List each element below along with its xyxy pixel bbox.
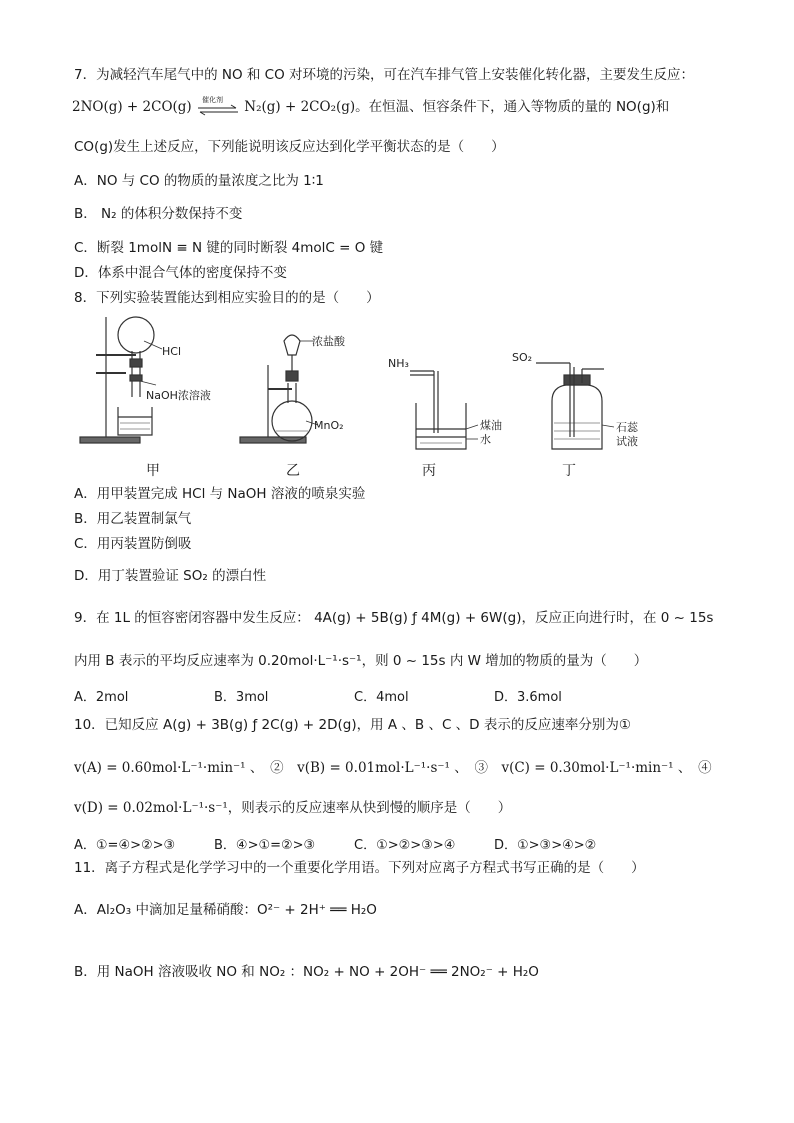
label-naoh: NaOH浓溶液 [146,389,211,402]
q7-eq-left: 2NO(g) + 2CO(g) [72,99,192,115]
q9-stem-line2: 内用 B 表示的平均反应速率为 0.20mol·L⁻¹·s⁻¹，则 0 ~ 15s 内 W 增加的物质的量为（ ） [74,653,648,669]
q11-option-a: A．Al₂O₃ 中滴加足量稀硝酸：O²⁻ + 2H⁺ ══ H₂O [74,902,377,918]
q9-stem-line1: 9．在 1L 的恒容密闭容器中发生反应： 4A(g) + 5B(g) ƒ 4M(g) + 6W(g)，反应正向进行时，在 0 ~ 15s [74,610,714,626]
q10-option-b: B．④>①=②>③ [214,838,316,853]
label-mno2: MnO₂ [314,419,344,432]
q7-option-a: A．NO 与 CO 的物质的量浓度之比为 1∶1 [74,173,324,189]
label-kerosene: 煤油 [480,419,502,432]
q8-stem: 8．下列实验装置能达到相应实验目的的是（ ） [74,290,380,306]
apparatus-ding [536,363,614,449]
q11-option-b: B．用 NaOH 溶液吸收 NO 和 NO₂ ：NO₂ + NO + 2OH⁻ ══ 2NO₂⁻ + H₂O [74,964,539,980]
caption-bing: 丙 [422,463,436,479]
q7-stem-line2: 。在恒温、恒容条件下，通入等物质的量的 NO(g)和 [355,99,670,115]
q11-stem: 11．离子方程式是化学学习中的一个重要化学用语。下列对应离子方程式书写正确的是（ ） [74,860,645,876]
label-nh3: NH₃ [388,357,409,370]
q7-stem-line1: 7．为减轻汽车尾气中的 NO 和 CO 对环境的污染，可在汽车排气管上安装催化转化器，主要发生反应： [74,67,695,83]
caption-ding: 丁 [562,463,576,479]
q8-option-a: A．用甲装置完成 HCl 与 NaOH 溶液的喷泉实验 [74,486,366,502]
apparatus-jia [80,317,162,443]
q9-option-b: B．3mol [214,690,269,705]
q7-option-c: C．断裂 1molN ≡ N 键的同时断裂 4molC = O 键 [74,240,384,256]
q8-option-d: D．用丁装置验证 SO₂ 的漂白性 [74,568,267,584]
caption-yi: 乙 [286,463,300,479]
q9-option-a: A．2mol [74,690,129,705]
q10-option-a: A．①=④>②>③ [74,838,176,853]
q10-option-c: C．①>②>③>④ [354,838,456,853]
q10-stem-line1: 10．已知反应 A(g) + 3B(g) ƒ 2C(g) + 2D(g)，用 A 、B 、C 、D 表示的反应速率分别为① [74,717,631,733]
q7-eq-right: N₂(g) + 2CO₂(g) [244,99,356,115]
q7-equation-line [72,95,670,116]
q10-stem-line3: v(D) = 0.02mol·L⁻¹·s⁻¹，则表示的反应速率从快到慢的顺序是（ ） [74,800,512,816]
label-litmus-1: 石蕊 [616,421,638,434]
label-litmus-2: 试液 [616,435,638,448]
q7-eq-condition: 催化剂 [202,95,223,104]
label-hcl: HCl [162,345,182,358]
q7-stem-line3: CO(g)发生上述反应，下列能说明该反应达到化学平衡状态的是（ ） [74,139,505,155]
q8-apparatus-figure [74,313,734,453]
q7-option-d: D．体系中混合气体的密度保持不变 [74,265,287,281]
label-water: 水 [480,433,491,446]
q7-option-b: B． N₂ 的体积分数保持不变 [74,206,243,222]
apparatus-yi [240,335,318,443]
label-conc-hcl: 浓盐酸 [312,335,345,348]
q9-option-c: C．4mol [354,690,409,705]
q10-stem-line2: v(A) = 0.60mol·L⁻¹·min⁻¹ 、 ② v(B) = 0.01mol·L⁻¹·s⁻¹ 、 ③ v(C) = 0.30mol·L⁻¹·min⁻¹ 、 ④ [74,760,712,776]
q9-option-d: D．3.6mol [494,690,562,705]
q8-option-c: C．用丙装置防倒吸 [74,536,192,552]
apparatus-bing [410,371,478,449]
equilibrium-arrow-icon [196,95,240,115]
label-so2: SO₂ [512,351,533,364]
caption-jia: 甲 [146,463,160,479]
q8-option-b: B．用乙装置制氯气 [74,511,192,527]
q10-option-d: D．①>③>④>② [494,838,597,853]
